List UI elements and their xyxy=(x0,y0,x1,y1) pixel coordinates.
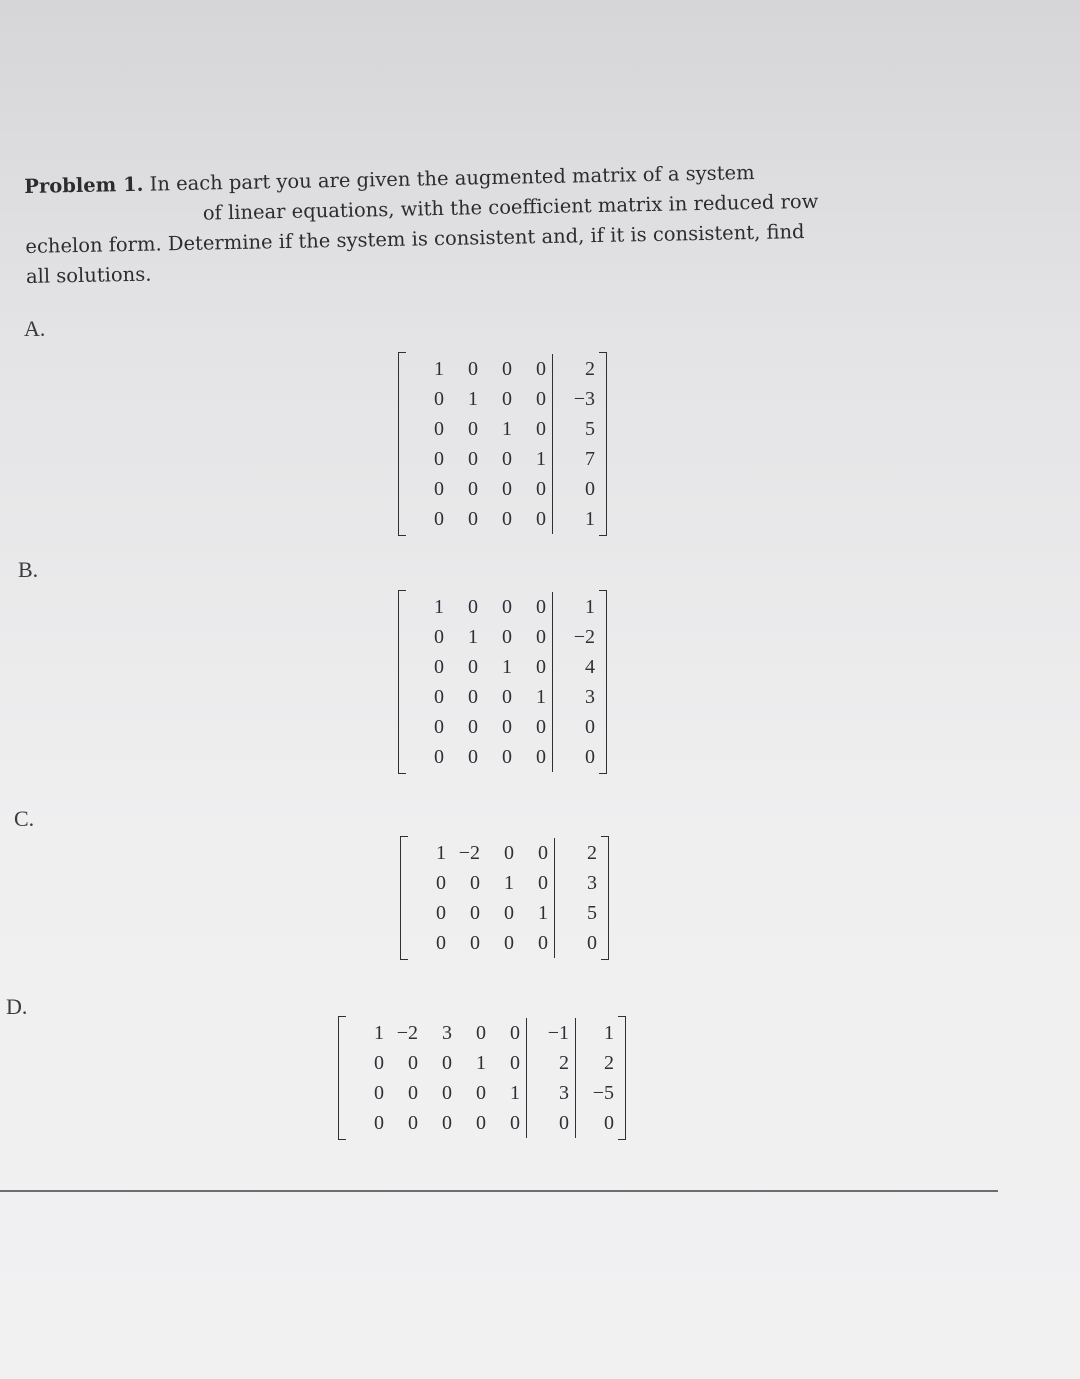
right-bracket xyxy=(599,590,607,774)
matrix-entry: 0 xyxy=(502,447,512,470)
matrix-row xyxy=(410,742,546,772)
matrix-entry: 5 xyxy=(585,417,595,440)
matrix-entry: 0 xyxy=(468,595,478,618)
matrix-row xyxy=(557,592,595,622)
matrix-row xyxy=(557,444,595,474)
matrix-row xyxy=(410,712,546,742)
matrix-entry: 1 xyxy=(510,1081,520,1104)
matrix-entry: 0 xyxy=(538,871,548,894)
matrix-entry: 0 xyxy=(510,1021,520,1044)
matrix-row xyxy=(410,622,546,652)
matrix-row xyxy=(557,712,595,742)
matrix-entry: 7 xyxy=(585,447,595,470)
matrix-entry: 1 xyxy=(374,1021,384,1044)
matrix-entry: 0 xyxy=(476,1021,486,1044)
matrix-entry: 0 xyxy=(502,625,512,648)
coefficient-block xyxy=(410,592,546,772)
matrix-entry: 0 xyxy=(436,901,446,924)
matrix-entry: 0 xyxy=(468,745,478,768)
matrix-entry: 0 xyxy=(502,685,512,708)
matrix-entry: 0 xyxy=(504,901,514,924)
matrix-entry: 0 xyxy=(536,595,546,618)
matrix-entry: 1 xyxy=(536,685,546,708)
matrix-entry: 1 xyxy=(502,655,512,678)
matrix-entry: 0 xyxy=(374,1051,384,1074)
matrix-entry: 5 xyxy=(587,901,597,924)
matrix-entry: 0 xyxy=(536,655,546,678)
matrix-row xyxy=(559,928,597,958)
matrix-entry: −5 xyxy=(592,1081,614,1104)
matrix-entry: 0 xyxy=(585,477,595,500)
matrix-entry: 0 xyxy=(502,715,512,738)
matrix-row xyxy=(557,474,595,504)
matrix-entry: 0 xyxy=(468,417,478,440)
part-b-label: B. xyxy=(18,557,39,582)
right-bracket xyxy=(618,1016,626,1140)
matrix-entry: 0 xyxy=(442,1051,452,1074)
matrix-entry: 0 xyxy=(434,447,444,470)
matrix-entry: 2 xyxy=(559,1051,569,1074)
matrix-entry: 0 xyxy=(434,685,444,708)
matrix-row xyxy=(412,868,548,898)
matrix-row xyxy=(350,1048,520,1078)
problem-line-2: of linear equations, with the coefficient matrix in reduced row xyxy=(202,189,819,225)
matrix-entry: 3 xyxy=(559,1081,569,1104)
matrix-entry: 0 xyxy=(468,447,478,470)
matrix-row xyxy=(557,682,595,712)
matrix-row xyxy=(557,384,595,414)
matrix-entry: 0 xyxy=(538,931,548,954)
matrix-entry: 0 xyxy=(559,1111,569,1134)
matrix-entry: 0 xyxy=(536,357,546,380)
matrix-entry: 0 xyxy=(434,417,444,440)
part-a-label: A. xyxy=(24,316,46,341)
coefficient-block xyxy=(410,354,546,534)
matrix-row xyxy=(557,652,595,682)
matrix-row xyxy=(412,928,548,958)
augmented-block xyxy=(557,592,595,772)
matrix-entry: 0 xyxy=(408,1111,418,1134)
matrix-entry: 2 xyxy=(604,1051,614,1074)
matrix-entry: 0 xyxy=(468,715,478,738)
matrix-entry: 0 xyxy=(468,477,478,500)
matrix-row xyxy=(576,1108,615,1138)
problem-statement xyxy=(24,154,956,292)
matrix-entry: 1 xyxy=(468,625,478,648)
matrix-row xyxy=(410,414,546,444)
matrix-row xyxy=(559,898,597,928)
matrix-entry: 0 xyxy=(536,477,546,500)
matrix-entry: 0 xyxy=(470,931,480,954)
matrix-entry: 1 xyxy=(538,901,548,924)
matrix-entry: 0 xyxy=(468,507,478,530)
right-bracket xyxy=(601,836,609,960)
coefficient-block xyxy=(350,1018,520,1138)
matrix-entry: −2 xyxy=(396,1021,418,1044)
matrix-entry: 0 xyxy=(436,931,446,954)
matrix-entry: 0 xyxy=(476,1081,486,1104)
matrix-entry: 2 xyxy=(585,357,595,380)
augmented-column xyxy=(552,354,595,534)
matrix-row xyxy=(410,474,546,504)
matrix-row xyxy=(350,1108,520,1138)
matrix-entry: 0 xyxy=(502,477,512,500)
matrix-entry: 0 xyxy=(510,1051,520,1074)
matrix-entry: 1 xyxy=(585,595,595,618)
matrix-row xyxy=(350,1078,520,1108)
matrix-entry: 0 xyxy=(504,931,514,954)
matrix-row xyxy=(410,354,546,384)
matrix-entry: 0 xyxy=(434,625,444,648)
matrix-row xyxy=(557,504,595,534)
matrix-row xyxy=(412,838,548,868)
matrix-entry: 0 xyxy=(536,745,546,768)
part-b-matrix xyxy=(398,590,607,774)
augmented-columns xyxy=(526,1018,614,1138)
matrix-entry: 0 xyxy=(604,1111,614,1134)
second-augmented-block xyxy=(575,1018,614,1138)
matrix-entry: 0 xyxy=(468,655,478,678)
matrix-row xyxy=(559,868,597,898)
matrix-row xyxy=(410,652,546,682)
problem-line-3: echelon form. Determine if the system is consistent and, if it is consistent, find xyxy=(25,220,805,258)
matrix-entry: 0 xyxy=(502,357,512,380)
matrix-row xyxy=(410,682,546,712)
left-bracket xyxy=(398,352,406,536)
augmented-block xyxy=(559,838,597,958)
matrix-entry: 0 xyxy=(502,745,512,768)
matrix-entry: 0 xyxy=(536,387,546,410)
matrix-row xyxy=(576,1078,615,1108)
matrix-entry: 0 xyxy=(502,387,512,410)
part-d-matrix xyxy=(338,1016,626,1140)
matrix-entry: 0 xyxy=(374,1111,384,1134)
matrix-entry: −3 xyxy=(573,387,595,410)
left-bracket xyxy=(338,1016,346,1140)
matrix-row xyxy=(410,592,546,622)
matrix-entry: 0 xyxy=(436,871,446,894)
matrix-entry: 0 xyxy=(434,715,444,738)
matrix-entry: 0 xyxy=(585,745,595,768)
coefficient-block xyxy=(412,838,548,958)
matrix-entry: 0 xyxy=(504,841,514,864)
matrix-entry: −2 xyxy=(573,625,595,648)
problem-heading: Problem 1. xyxy=(24,172,144,198)
matrix-entry: 0 xyxy=(587,931,597,954)
matrix-entry: 0 xyxy=(468,685,478,708)
matrix-entry: 1 xyxy=(434,595,444,618)
matrix-entry: 0 xyxy=(536,625,546,648)
problem-line-4: all solutions. xyxy=(25,262,152,288)
matrix-entry: 0 xyxy=(470,901,480,924)
matrix-row xyxy=(412,898,548,928)
matrix-entry: 0 xyxy=(442,1081,452,1104)
matrix-row xyxy=(531,1078,569,1108)
matrix-row xyxy=(559,838,597,868)
matrix-entry: −1 xyxy=(547,1021,569,1044)
matrix-entry: 1 xyxy=(604,1021,614,1044)
matrix-entry: 0 xyxy=(510,1111,520,1134)
augmented-column xyxy=(552,592,595,772)
matrix-row xyxy=(350,1018,520,1048)
matrix-row xyxy=(557,354,595,384)
matrix-entry: 0 xyxy=(470,871,480,894)
matrix-entry: 3 xyxy=(585,685,595,708)
matrix-entry: 1 xyxy=(502,417,512,440)
matrix-entry: 0 xyxy=(442,1111,452,1134)
matrix-entry: 0 xyxy=(502,595,512,618)
matrix-row xyxy=(531,1048,569,1078)
matrix-entry: 1 xyxy=(436,841,446,864)
matrix-entry: 0 xyxy=(585,715,595,738)
problem-text-1: In each part you are given the augmented matrix of a system xyxy=(149,160,755,196)
matrix-entry: 1 xyxy=(536,447,546,470)
matrix-entry: 3 xyxy=(587,871,597,894)
matrix-entry: 0 xyxy=(434,477,444,500)
matrix-entry: 0 xyxy=(536,715,546,738)
matrix-entry: 0 xyxy=(408,1051,418,1074)
matrix-entry: 2 xyxy=(587,841,597,864)
left-bracket xyxy=(400,836,408,960)
matrix-row xyxy=(576,1048,615,1078)
matrix-entry: 0 xyxy=(502,507,512,530)
matrix-row xyxy=(576,1018,615,1048)
matrix-entry: 0 xyxy=(434,507,444,530)
matrix-entry: 0 xyxy=(408,1081,418,1104)
right-bracket xyxy=(599,352,607,536)
matrix-entry: 0 xyxy=(434,745,444,768)
part-c-label: C. xyxy=(14,806,35,831)
matrix-row xyxy=(531,1108,569,1138)
matrix-row xyxy=(557,622,595,652)
matrix-entry: 1 xyxy=(468,387,478,410)
matrix-row xyxy=(410,504,546,534)
augmented-block xyxy=(557,354,595,534)
matrix-entry: 1 xyxy=(476,1051,486,1074)
matrix-entry: 3 xyxy=(442,1021,452,1044)
matrix-entry: 0 xyxy=(374,1081,384,1104)
matrix-entry: 0 xyxy=(434,387,444,410)
matrix-row xyxy=(557,414,595,444)
part-a-matrix xyxy=(398,352,607,536)
matrix-entry: 4 xyxy=(585,655,595,678)
matrix-entry: −2 xyxy=(458,841,480,864)
divider-line xyxy=(0,1190,998,1192)
matrix-entry: 0 xyxy=(476,1111,486,1134)
matrix-entry: 0 xyxy=(536,417,546,440)
matrix-entry: 0 xyxy=(468,357,478,380)
matrix-entry: 1 xyxy=(585,507,595,530)
matrix-row xyxy=(531,1018,569,1048)
matrix-entry: 1 xyxy=(434,357,444,380)
matrix-row xyxy=(410,384,546,414)
left-bracket xyxy=(398,590,406,774)
part-c-matrix xyxy=(400,836,609,960)
matrix-row xyxy=(557,742,595,772)
matrix-entry: 1 xyxy=(504,871,514,894)
matrix-row xyxy=(410,444,546,474)
matrix-entry: 0 xyxy=(536,507,546,530)
part-d-label: D. xyxy=(6,994,28,1019)
matrix-entry: 0 xyxy=(434,655,444,678)
augmented-column xyxy=(554,838,597,958)
matrix-entry: 0 xyxy=(538,841,548,864)
augmented-block xyxy=(531,1018,569,1138)
